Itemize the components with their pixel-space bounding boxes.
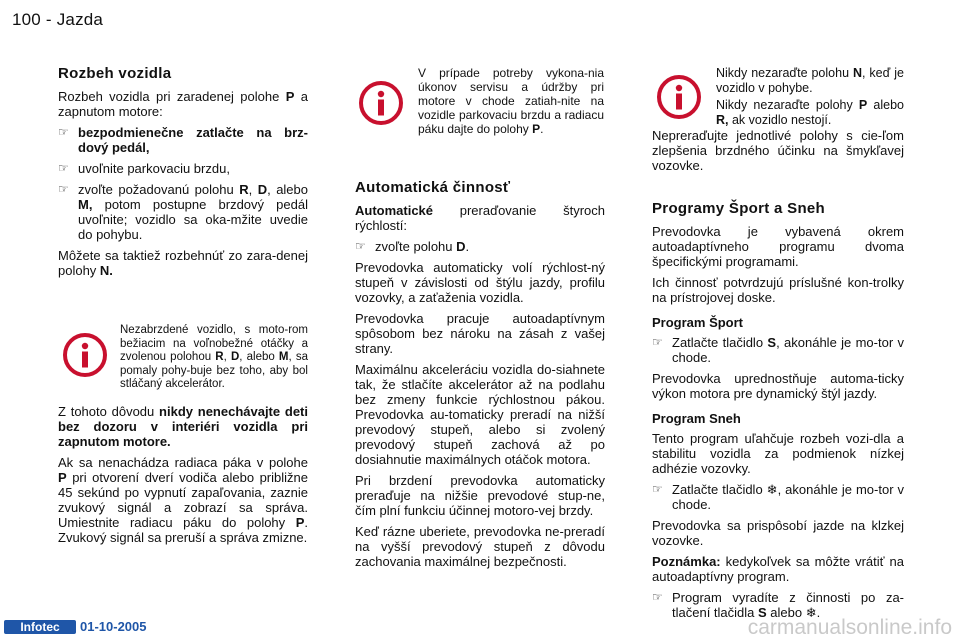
header-separator: - bbox=[45, 10, 52, 29]
hand-pointer-icon: ☞ bbox=[652, 590, 663, 604]
paragraph: Tento program uľahčuje rozbeh vozi-dla a stabilitu vozidla za podmienok nízkej adhézie vozovky. bbox=[652, 431, 904, 476]
list-item: ☞ zvoľte požadovanú polohu R, D, alebo M, potom postupne brzdový pedál uvoľnite; vozidlo sa oka-mžite uvedie do pohybu. bbox=[58, 182, 308, 242]
info-note: Nezabrzdené vozidlo, s moto-rom bežiacim na voľnobežné otáčky a zvolenou polohou R, D, alebo M, sa pomaly pohy-buje bez toho, aby bol stláčaný akcelerátor. bbox=[120, 324, 308, 390]
list-item: ☞ Program vyradíte z činnosti po za-tlačení tlačidla S alebo ❄. bbox=[652, 590, 904, 620]
paragraph: Prevodovka pracuje autoadaptívnym spôsobom bez nároku na zásah z vašej strany. bbox=[355, 311, 605, 356]
subheading-sport: Program Šport bbox=[652, 315, 744, 330]
list-item: ☞ Zatlačte tlačidlo S, akonáhle je mo-tor v chode. bbox=[652, 335, 904, 365]
page-header bbox=[12, 10, 103, 30]
hand-pointer-icon: ☞ bbox=[355, 239, 366, 253]
hand-pointer-icon: ☞ bbox=[652, 482, 663, 496]
paragraph: Rozbeh vozidla pri zaradenej polohe P a zapnutom motore: bbox=[58, 89, 308, 119]
paragraph: Prevodovka sa prispôsobí jazde na klzkej vozovke. bbox=[652, 518, 904, 548]
paragraph: Môžete sa taktiež rozbehnúť zo zara-denej polohy N. bbox=[58, 248, 308, 278]
column-1 bbox=[58, 66, 308, 284]
hand-pointer-icon: ☞ bbox=[58, 125, 69, 139]
note-paragraph: Poznámka: kedykoľvek sa môžte vrátiť na autoadaptívny program. bbox=[652, 554, 904, 584]
page-title: Jazda bbox=[56, 10, 104, 29]
page-number: 100 bbox=[12, 10, 41, 29]
paragraph: Prevodovka uprednostňuje automa-ticky výkon motora pre dynamický štýl jazdy. bbox=[652, 371, 904, 401]
watermark: carmanualsonline.info bbox=[747, 616, 952, 639]
paragraph: Automatické preraďovanie štyroch rýchlostí: bbox=[355, 203, 605, 233]
warning-paragraph: Z tohoto dôvodu nikdy nenechávajte deti bez dozoru v interiéri vozidla pri zapnutom motore. bbox=[58, 404, 308, 449]
column-3 bbox=[652, 128, 904, 626]
info-note bbox=[716, 66, 904, 127]
column-1-lower bbox=[58, 404, 308, 551]
info-icon bbox=[358, 80, 404, 126]
hand-pointer-icon: ☞ bbox=[58, 182, 69, 196]
hand-pointer-icon: ☞ bbox=[652, 335, 663, 349]
paragraph: Keď rázne uberiete, prevodovka ne-preradí na vyšší prevodový stupeň z dôvodu zachovania maximálnej bezpečnosti. bbox=[355, 524, 605, 569]
paragraph: Prevodovka automaticky volí rýchlost-ný stupeň v závislosti od štýlu jazdy, profilu vozovky, a zaťaženia vozidla. bbox=[355, 260, 605, 305]
paragraph: Maximálnu akceleráciu vozidla do-siahnete tak, že stlačíte akcelerátor až na podlahu bez zmeny funkcie rýchlostnou pákou. Prevodovka au-tomaticky preradí na nižší prevodový stupeň, alebo si zvolený prevodový stupeň zachová až po dosiahnutie maximálnych otáčok motora. bbox=[355, 362, 605, 467]
section-heading-start: Rozbeh vozidla bbox=[58, 65, 172, 82]
list-item: ☞ uvoľnite parkovaciu brzdu, bbox=[58, 161, 230, 176]
paragraph: Nepreraďujte jednotlivé polohy s cie-ľom zlepšenia brzdného účinku na šmykľavej vozovke. bbox=[652, 128, 904, 173]
paragraph: Pri brzdení prevodovka automaticky preraďuje na nižšie prevodové stup-ne, čím plní funkciu účinnej motoro-vej brzdy. bbox=[355, 473, 605, 518]
info-line: Nikdy nezaraďte polohu N, keď je vozidlo v pohybe. bbox=[716, 66, 904, 95]
list-item: ☞ Zatlačte tlačidlo ❄, akonáhle je mo-tor v chode. bbox=[652, 482, 904, 512]
paragraph: Ak sa nenachádza radiaca páka v polohe P pri otvorení dverí vodiča alebo približne 45 sekúnd po vypnutí zapaľovania, zaznie zvukový signál a zobrazí sa správa. Umiestnite radiacu páku do polohy P. Zvukový signál sa preruší a správa zmizne. bbox=[58, 455, 308, 545]
snowflake-icon: ❄ bbox=[766, 482, 778, 497]
section-heading-programs: Programy Šport a Sneh bbox=[652, 200, 826, 217]
info-icon bbox=[62, 332, 108, 378]
info-note: V prípade potreby vykona-nia úkonov servisu a údržby pri motore v chode zatiah-nite na vozidle parkovaciu brzdu a radiacu páku dajte do polohy P. bbox=[418, 66, 604, 136]
paragraph: Ich činnosť potvrdzujú príslušné kon-trolky na prístrojovej doske. bbox=[652, 275, 904, 305]
list-item: ☞ bezpodmienečne zatlačte na brz-dový pedál, bbox=[58, 125, 308, 155]
footer-date: 01-10-2005 bbox=[80, 619, 147, 634]
info-icon bbox=[656, 74, 702, 120]
hand-pointer-icon: ☞ bbox=[58, 161, 69, 175]
paragraph: Prevodovka je vybavená okrem autoadaptívneho programu dvoma špecifickými programami. bbox=[652, 224, 904, 269]
snowflake-icon: ❄ bbox=[805, 605, 817, 620]
column-2 bbox=[355, 180, 605, 575]
subheading-snow: Program Sneh bbox=[652, 411, 741, 426]
section-heading-automatic: Automatická činnosť bbox=[355, 179, 511, 196]
infotec-logo: Infotec bbox=[4, 620, 76, 634]
info-line: Nikdy nezaraďte polohy P alebo R, ak vozidlo nestojí. bbox=[716, 98, 904, 127]
list-item: ☞ zvoľte polohu D. bbox=[355, 239, 470, 254]
